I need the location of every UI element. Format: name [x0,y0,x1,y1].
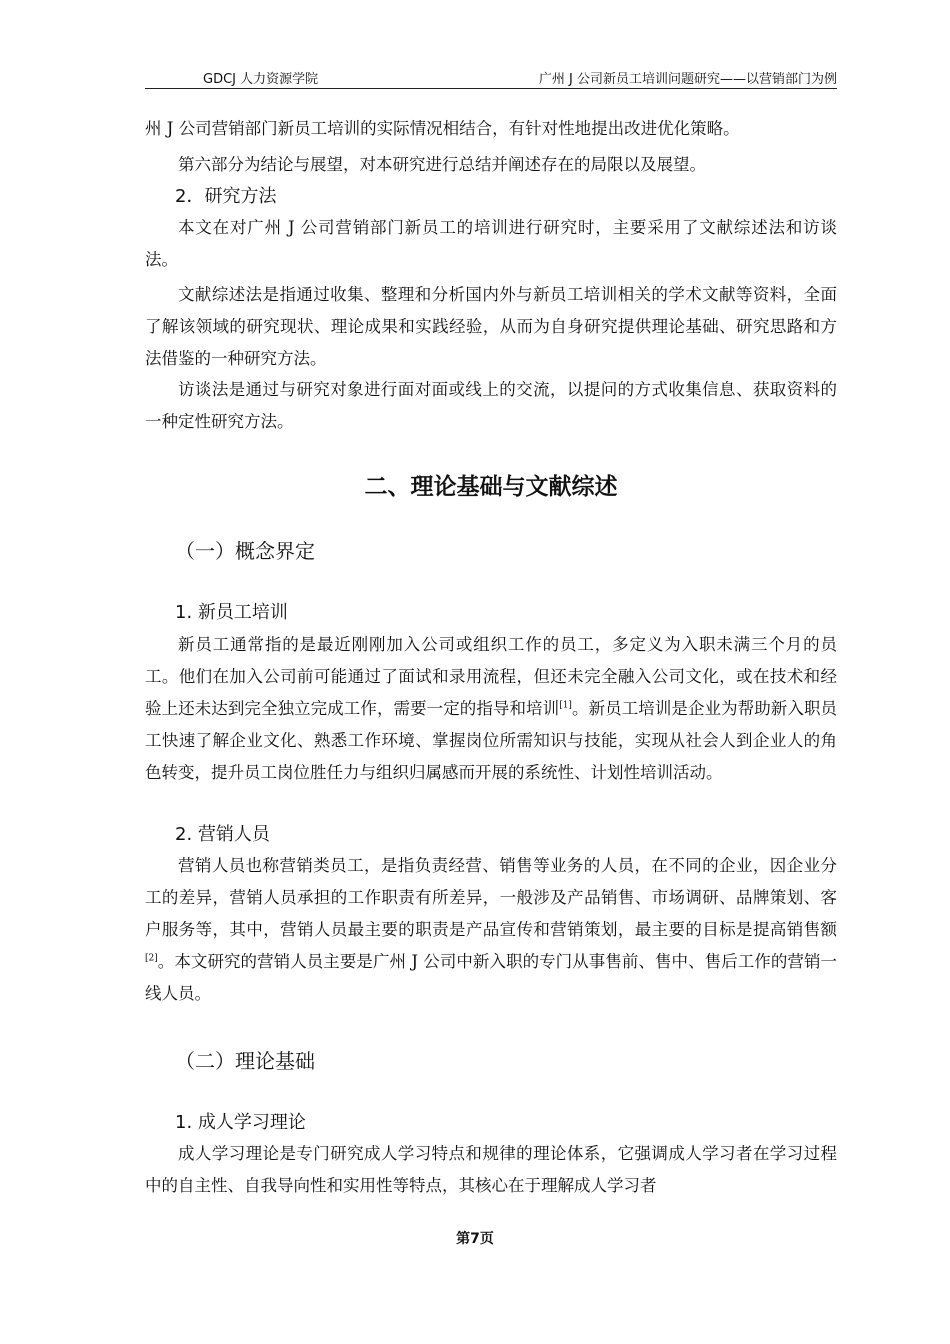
paragraph-adult-learning: 成人学习理论是专门研究成人学习特点和规律的理论体系，它强调成人学习者在学习过程中的自主性、自我导向性和实用性等特点，其核心在于理解成人学习者 [145,1144,837,1195]
paragraph-new-employee-training-part1: 新员工通常指的是最近刚刚加入公司或组织工作的员工，多定义为入职未满三个月的员工。他们在加入公司前可能通过了面试和录用流程，但还未完全融入公司文化，或在技术和经验上还未达到完全独立完成工作，需要一定的指导和培训 [145,635,837,718]
paragraph-new-employee-training-part2: 。新员工培训是企业为帮助新入职员工快速了解企业文化、熟悉工作环境、掌握岗位所需知识与技能，实现从社会人到企业人的角色转变，提升员工岗位胜任力与组织归属感而开展的系统性、计划性培训活动。 [145,699,838,782]
paragraph-continued: 州 J 公司营销部门新员工培训的实际情况相结合，有针对性地提出改进优化策略。 [145,119,740,138]
page-header [145,66,837,89]
paragraph-part-six: 第六部分为结论与展望，对本研究进行总结并阐述存在的局限以及展望。 [178,155,706,174]
paragraph-literature-review-method: 文献综述法是指通过收集、整理和分析国内外与新员工培训相关的学术文献等资料，全面了解该领域的研究现状、理论成果和实践经验，从而为自身研究提供理论基础、研究思路和方法借鉴的一种研究方法。 [145,285,837,368]
page-number: 第7页 [456,1231,494,1247]
subheading-marketing-staff: 2. 营销人员 [175,824,270,845]
header-thesis-title: 广州 J 公司新员工培训问题研究——以营销部门为例 [538,72,837,87]
heading-research-methods: 2．研究方法 [175,186,277,207]
section-title-concepts: （一）概念界定 [175,539,315,563]
header-institution: GDCJ 人力资源学院 [203,72,319,87]
paragraph-marketing-staff-part1: 营销人员也称营销类员工，是指负责经营、销售等业务的人员，在不同的企业，因企业分工的差异，营销人员承担的工作职责有所差异，一般涉及产品销售、市场调研、品牌策划、客户服务等，其中，营销人员最主要的职责是产品宣传和营销策划，最主要的目标是提高销售额 [145,856,837,939]
paragraph-marketing-staff [145,850,837,1010]
section-title-theory: （二）理论基础 [175,1049,315,1073]
citation-1: [1] [559,700,572,711]
paragraph-new-employee-training [145,629,837,789]
citation-2: [2] [145,953,158,964]
paragraph-interview-method: 访谈法是通过与研究对象进行面对面或线上的交流，以提问的方式收集信息、获取资料的一种定性研究方法。 [145,380,837,431]
paragraph-marketing-staff-part2: 。本文研究的营销人员主要是广州 J 公司中新入职的专门从事售前、售中、售后工作的营销一线人员。 [145,952,837,1003]
paragraph-methods: 本文在对广州 J 公司营销部门新员工的培训进行研究时，主要采用了文献综述法和访谈法。 [145,218,837,269]
subheading-new-employee-training: 1. 新员工培训 [175,602,288,623]
subheading-adult-learning: 1. 成人学习理论 [175,1112,306,1133]
chapter-title: 二、理论基础与文献综述 [364,474,618,500]
